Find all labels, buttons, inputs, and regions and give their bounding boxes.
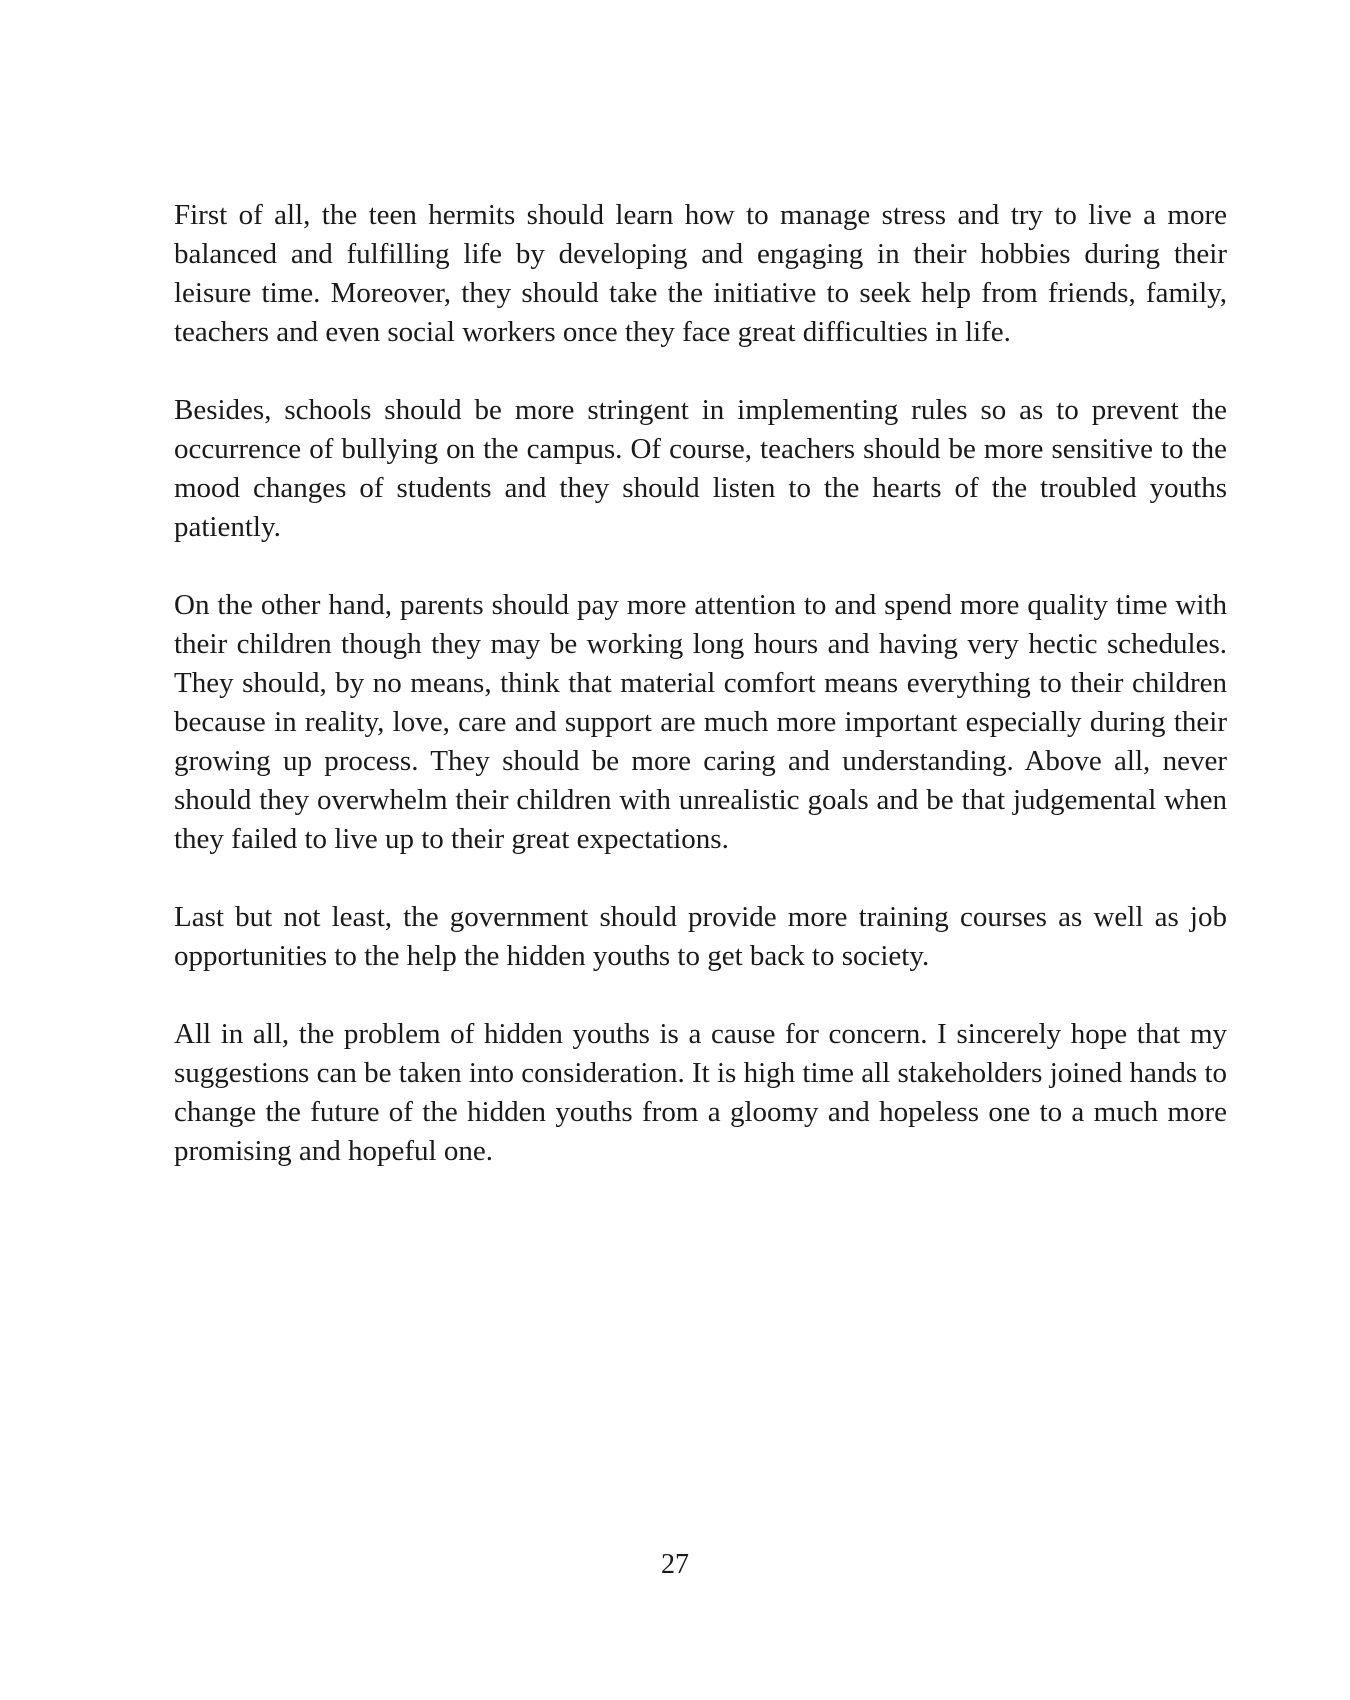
paragraph-schools: Besides, schools should be more stringent in implementing rules so as to prevent the occurrence of bullying on the campus. Of course, teachers should be more sensitive to the mood changes of students and they should listen to the hearts of the troubled youths patiently. [174, 394, 1227, 543]
page-number: 27 [661, 1549, 689, 1580]
paragraph-conclusion: All in all, the problem of hidden youths is a cause for concern. I sincerely hope that my suggestions can be taken into consideration. It is high time all stakeholders joined hands to change the future of the hidden youths from a gloomy and hopeless one to a much more promising and hopeful one. [174, 1018, 1227, 1167]
paragraph-coping-stress: First of all, the teen hermits should learn how to manage stress and try to live a more balanced and fulfilling life by developing and engaging in their hobbies during their leisure time. Moreover, they should take the initiative to seek help from friends, family, teachers and even social workers once they face great difficulties in life. [174, 199, 1227, 348]
paragraph-parents: On the other hand, parents should pay more attention to and spend more quality time with their children though they may be working long hours and having very hectic schedules. They should, by no means, think that material comfort means everything to their children because in reality, love, care and support are much more important especially during their growing up process. They should be more caring and understanding. Above all, never should they overwhelm their children with unrealistic goals and be that judgemental when they failed to live up to their great expectations. [174, 589, 1227, 855]
body-text [174, 196, 1227, 1210]
paragraph-government: Last but not least, the government should provide more training courses as well as job opportunities to the help the hidden youths to get back to society. [174, 901, 1227, 972]
